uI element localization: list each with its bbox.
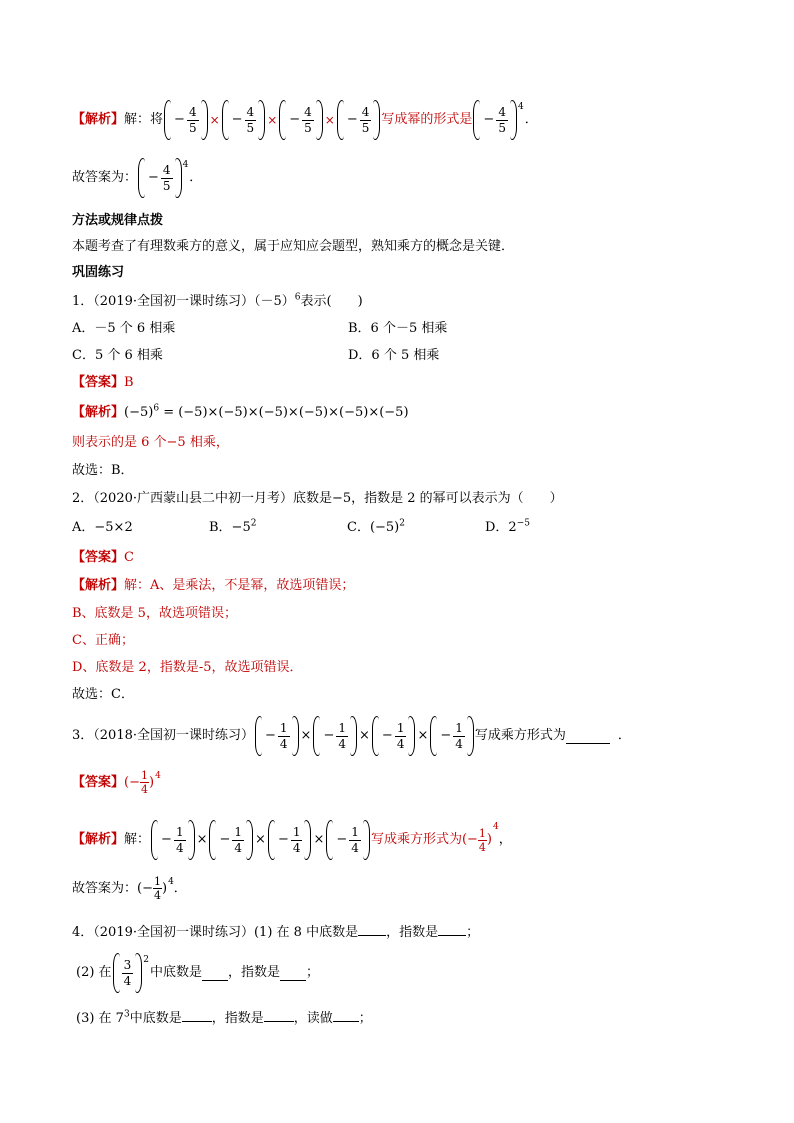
analysis-intro: 解：将: [124, 112, 164, 127]
answer-blank[interactable]: [566, 729, 610, 744]
ex1-analysis-line: [72, 100, 538, 140]
analysis-mid-text: 写成幂的形式是: [381, 112, 473, 127]
q2-analysis-line1: 【解析】解：A、是乘法，不是幂，故选项错误；: [72, 578, 355, 593]
method-text: 本题考查了有理数乘方的意义，属于应知应会题型，熟知乘方的概念是关键．: [72, 239, 515, 254]
answer-lead: 故答案为：: [72, 170, 138, 185]
q2-option-b[interactable]: B．$-5^2$: [209, 518, 257, 535]
q2-analysis-line2: B、底数是 5，故选项错误；: [72, 606, 237, 621]
q2-answer: 【答案】C: [72, 550, 134, 565]
q3-analysis: 【解析】 解： − $\frac{1}{4}$ × − $\frac{1}{4}$ × − $\frac{1}{4}$ × − $\frac{1}{4}$ 写成乘方形式为 (− $\frac{1}{4}$ ) 4 ，: [72, 820, 512, 860]
ex1-answer-line: 故答案为： − $\frac{4}{5}$ 4 ．: [72, 158, 202, 198]
q1-option-b[interactable]: B．6 个－5 相乘: [348, 321, 448, 336]
blank-base-2[interactable]: [202, 966, 228, 981]
q1-analysis-line2: 则表示的是 6 个−5 相乘，: [72, 435, 229, 450]
q2-analysis-line3: C、正确；: [72, 633, 134, 648]
q3-answer: 【答案】 (− $\frac{1}{4}$ ) 4: [72, 769, 161, 796]
q4-stem: 4．（2019·全国初一课时练习）(1) 在 8 中底数是 ，指数是 ；: [72, 921, 479, 942]
q2-stem: 2．（2020·广西蒙山县二中初一月考）底数是−5，指数是 2 的幂可以表示为（ ）: [72, 491, 563, 506]
times-sign: ×: [267, 113, 278, 127]
blank-exp-1[interactable]: [438, 921, 466, 936]
q4-part2: (2) 在 $\frac{3}{4}$ 2 中底数是 ，指数是 ；: [76, 953, 319, 993]
power-result: − $\frac{4}{5}$ 4: [138, 158, 188, 198]
times-sign: ×: [324, 113, 335, 127]
fraction-factor: − $\frac{4}{5}$: [337, 100, 381, 140]
q1-option-d[interactable]: D．6 个 5 相乘: [348, 348, 440, 363]
practice-title: 巩固练习: [72, 265, 125, 280]
fraction-factor: − $\frac{4}{5}$: [164, 100, 208, 140]
blank-exp-3[interactable]: [264, 1007, 294, 1022]
blank-base-3[interactable]: [182, 1007, 212, 1022]
q2-analysis-line4: D、底数是 2，指数是-5，故选项错误．: [72, 660, 303, 675]
q2-analysis-line5: 故选：C．: [72, 687, 134, 702]
blank-base-1[interactable]: [358, 921, 386, 936]
analysis-tag: 【解析】: [72, 112, 125, 127]
blank-exp-2[interactable]: [280, 966, 306, 981]
method-title: 方法或规律点拨: [72, 213, 164, 228]
q1-analysis: 【解析】$(-5)^6 = (-5)\times(-5)\times(-5)\times(-5)\times(-5)\times(-5)$: [72, 403, 409, 420]
q3-stem: 3．（2018·全国初一课时练习） − $\frac{1}{4}$ × − $\frac{1}{4}$ × − $\frac{1}{4}$ × − $\frac{1}{4}$ 写成乘方形式为 ．: [72, 716, 631, 756]
q4-part3: (3) 在 $7^3$中底数是 ，指数是 ，读做 ；: [76, 1007, 372, 1028]
period: ．: [524, 112, 538, 127]
q1-stem: 1．（2019·全国初一课时练习）$(-5)^6$表示( ): [72, 292, 363, 309]
times-sign: ×: [209, 113, 220, 127]
q2-option-d[interactable]: D．$2^{-5}$: [485, 518, 530, 535]
q1-answer: 【答案】B: [72, 375, 134, 390]
power-result: − $\frac{4}{5}$ 4: [473, 100, 523, 140]
fraction-factor: − $\frac{4}{5}$: [222, 100, 266, 140]
q1-option-a[interactable]: A．－5 个 6 相乘: [72, 321, 176, 336]
fraction-factor: − $\frac{4}{5}$: [279, 100, 323, 140]
q2-option-c[interactable]: C．$(-5)^2$: [347, 518, 405, 535]
blank-read-3[interactable]: [333, 1007, 359, 1022]
q1-option-c[interactable]: C．5 个 6 相乘: [72, 348, 163, 363]
q3-final-answer: 故答案为： (− $\frac{1}{4}$ ) 4 ．: [72, 875, 187, 902]
q2-option-a[interactable]: A．−5×2: [72, 520, 133, 535]
q1-analysis-line3: 故选：B．: [72, 463, 134, 478]
